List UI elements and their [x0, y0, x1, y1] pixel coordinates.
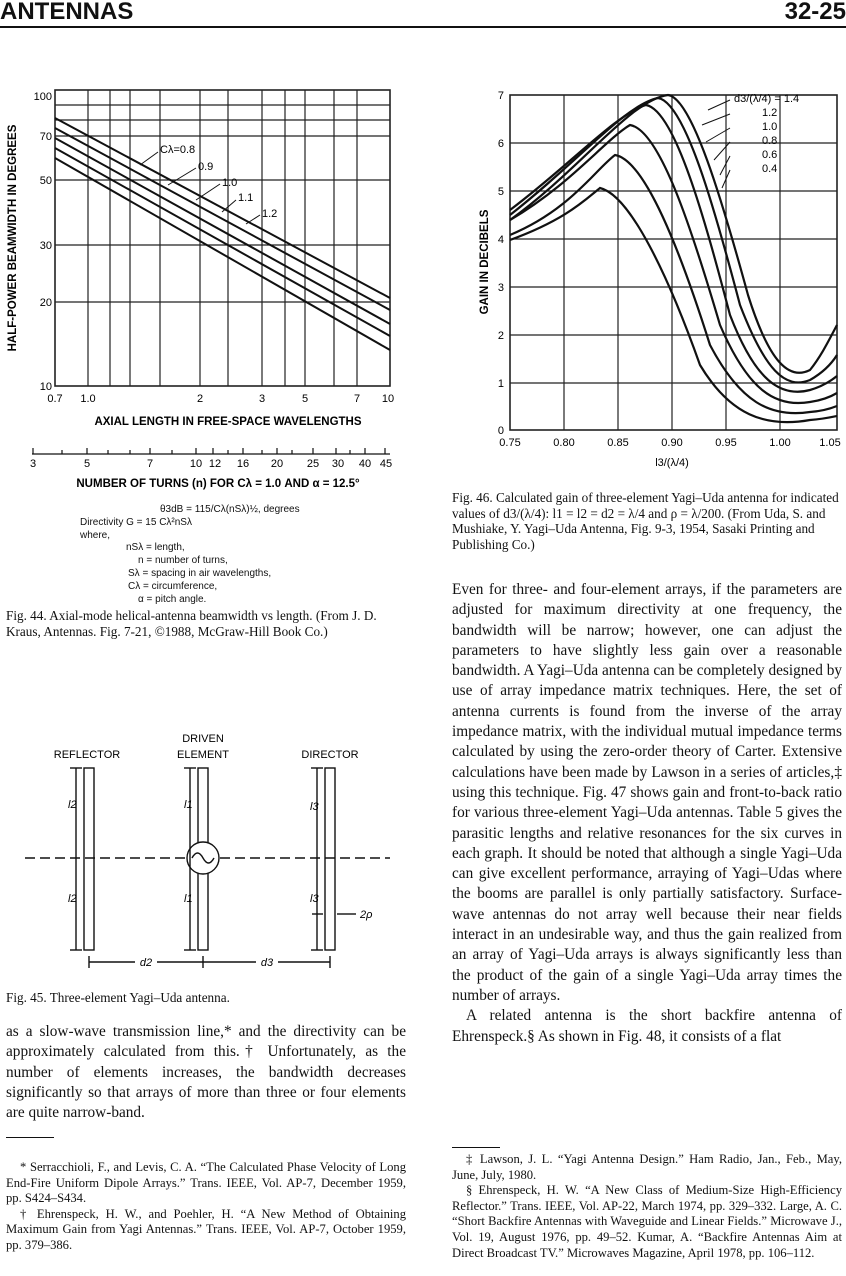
- y-tick: 4: [497, 234, 504, 246]
- curve-label: Cλ=0.8: [160, 144, 196, 156]
- turns-tick: 30: [331, 458, 345, 470]
- turns-tick: 25: [306, 458, 320, 470]
- turns-tick: 40: [358, 458, 372, 470]
- y-tick: 50: [39, 175, 52, 187]
- fig44-formula: [80, 504, 300, 606]
- y-axis-label: HALF-POWER BEAMWIDTH IN DEGREES: [7, 124, 19, 352]
- x-tick: 0.90: [661, 437, 683, 449]
- y-tick: 30: [39, 240, 52, 252]
- x-tick: 1.00: [769, 437, 791, 449]
- formula-def: Sλ = spacing in air wavelengths,: [128, 567, 272, 579]
- element-label: ELEMENT: [177, 749, 229, 761]
- x-tick: 1.05: [819, 437, 841, 449]
- curve-c08: [55, 118, 390, 298]
- x-tick: 2: [196, 393, 204, 405]
- d2-label: d2: [139, 957, 153, 969]
- formula-where: where,: [80, 529, 111, 541]
- legend-entry: 0.4: [762, 163, 778, 175]
- page-number: 32-25: [784, 0, 846, 25]
- director-element: [325, 768, 335, 950]
- l1-label: l1: [184, 799, 193, 811]
- footnote-rule: [452, 1147, 500, 1148]
- paragraph: Even for three- and four-element arrays, if the parameters are adjusted for maximum directivity at one frequency, the bandwidth will be narrow; however, one can adjust the parameters to have slightly less gain over a reasonable bandwidth. A Yagi–Uda antenna can be completely designed by use of array impedance matrix techniques. Here, the set of antenna currents is found from the inverse of the array impedance matrix, with the individual mutual impedance terms calculated by using the zero-order theory of Carter. Extensive calculations have been made by Lawson in a series of articles,‡ using this technique. Fig. 47 shows gain and front-to-back ratio for various three-element Yagi–Uda antennas. Table 5 gives the parasitic lengths and relative resonances for the six curves in each graph. It should be noted that although a single Yagi–Uda can give excellent performance, arraying of Yagi–Udas where the booms are parallel is only partially satisfactory. Surface-wave antennas do not array well because their near fields interact in an undesirable way, and thus the gain realized from an array of Yagi–Uda arrays is always significantly less than the product of the gain of a single Yagi–Uda array times the number of arrays.: [452, 581, 842, 1004]
- curve-label: 0.9: [198, 161, 214, 173]
- turns-tick: 45: [379, 458, 393, 470]
- driven-element-bottom: [198, 868, 208, 950]
- legend-head: d3/(λ/4) = 1.4: [734, 93, 800, 105]
- y-tick: 0: [497, 425, 504, 437]
- turns-tick: 5: [83, 458, 91, 470]
- fig46-chart: [430, 80, 846, 480]
- footnote: ‡ Lawson, J. L. “Yagi Antenna Design.” Ham Radio, Jan., Feb., May, June, July, 1980.: [452, 1152, 842, 1182]
- rho-label: 2ρ: [360, 909, 373, 921]
- curve-d04: [510, 188, 837, 422]
- y-tick: 3: [497, 282, 504, 294]
- formula-directivity: Directivity G = 15 Cλ²nSλ: [80, 516, 192, 528]
- x-tick: 0.75: [499, 437, 521, 449]
- fig46-caption: Fig. 46. Calculated gain of three-element Yagi–Uda antenna for indicated values of d3/(λ/4): l1 = l2 = d2 = λ/4 and ρ = λ/200. (From Uda, S. and Mushiake, Y. Yagi–Uda Antenna, Fig. 9-3, 1954, Sasaki Printing and Publishing Co.): [452, 490, 839, 552]
- fig44-caption: Fig. 44. Axial-mode helical-antenna beamwidth vs length. (From J. D. Kraus, Antennas. Fig. 7-21, ©1988, McGraw-Hill Book Co.): [6, 608, 377, 639]
- turns-tick: 3: [29, 458, 37, 470]
- l1-label: l1: [184, 893, 193, 905]
- curve-d10: [510, 105, 837, 392]
- turns-tick: 20: [270, 458, 284, 470]
- x-tick: 1.0: [80, 393, 96, 405]
- formula-def: nSλ = length,: [126, 542, 185, 554]
- formula-def: Cλ = circumference,: [128, 580, 218, 592]
- curve-c10: [55, 138, 390, 324]
- turns-tick: 7: [146, 458, 154, 470]
- x-tick: 0.7: [47, 393, 63, 405]
- legend-entry: 0.6: [762, 149, 778, 161]
- footnote: † Ehrenspeck, H. W., and Poehler, H. “A New Method of Obtaining Maximum Gain from Yagi Antennas.” Trans. IEEE, Vol. AP-7, October 1959, pp. 379–386.: [6, 1206, 406, 1252]
- legend-entry: 1.0: [762, 121, 778, 133]
- legend-entry: 1.2: [762, 107, 778, 119]
- curve-label: 1.0: [222, 177, 238, 189]
- x-tick: 5: [301, 393, 309, 405]
- fig44-curves: [55, 118, 390, 350]
- header-rule: [0, 26, 846, 28]
- x-tick: 0.80: [553, 437, 575, 449]
- x-tick: 0.85: [607, 437, 629, 449]
- formula-def: α = pitch angle.: [138, 593, 207, 605]
- legend-entry: 0.8: [762, 135, 778, 147]
- fig46-curves: [510, 95, 837, 422]
- y-tick: 10: [39, 381, 52, 393]
- curve-label: 1.1: [238, 192, 254, 204]
- right-body-text: [452, 580, 842, 1047]
- x-tick: 10: [381, 393, 395, 405]
- x-tick: 0.95: [715, 437, 737, 449]
- turns-tick: 12: [208, 458, 222, 470]
- turns-label: NUMBER OF TURNS (n) FOR Cλ = 1.0 AND α = 12.5°: [76, 478, 360, 490]
- turns-tick: 16: [236, 458, 250, 470]
- y-tick: 6: [497, 138, 504, 150]
- l2-label: l2: [68, 799, 77, 811]
- curve-d06: [510, 155, 837, 413]
- footnote-rule: [6, 1137, 54, 1138]
- fig45-caption: Fig. 45. Three-element Yagi–Uda antenna.: [6, 990, 230, 1005]
- y-tick: 1: [497, 378, 504, 390]
- fig44-chart: [0, 80, 420, 505]
- reflector-label: REFLECTOR: [53, 749, 121, 761]
- curve-label: 1.2: [262, 208, 278, 220]
- formula-def: n = number of turns,: [138, 555, 228, 567]
- y-tick: 7: [497, 90, 504, 102]
- y-tick: 20: [39, 297, 52, 309]
- x-axis-label: l3/(λ/4): [655, 457, 689, 469]
- reflector-element: [84, 768, 94, 950]
- running-header-left: ANTENNAS: [0, 0, 134, 25]
- curve-c09: [55, 128, 390, 310]
- x-tick: 3: [258, 393, 266, 405]
- driven-element-top: [198, 768, 208, 848]
- paragraph: A related antenna is the short backfire antenna of Ehrenspeck.§ As shown in Fig. 48, it consists of a flat: [452, 1007, 842, 1045]
- y-tick: 70: [39, 131, 52, 143]
- driven-label: DRIVEN: [182, 733, 224, 745]
- director-label: DIRECTOR: [301, 749, 359, 761]
- y-axis-label: GAIN IN DECIBELS: [479, 209, 491, 315]
- turns-tick: 10: [189, 458, 203, 470]
- y-tick: 100: [33, 91, 52, 103]
- fig44-grid: [55, 90, 390, 386]
- fig45-diagram: [20, 730, 400, 990]
- y-tick: 2: [497, 330, 504, 342]
- footnote: § Ehrenspeck, H. W. “A New Class of Medium-Size High-Efficiency Reflector.” Trans. IEEE, Vol. AP-22, March 1974, pp. 329–332. Large, A. C. “Short Backfire Antennas with Waveguide and Linear Fields.” Microwave J., Vol. 19, August 1976, pp. 49–52. Kumar, A. “Backfire Antennas Aim at Direct Broadcast TV.” Microwaves Magazine, April 1978, pp. 106–112.: [452, 1183, 842, 1260]
- l3-label: l3: [310, 801, 319, 813]
- left-body-text: as a slow-wave transmission line,* and the directivity can be approximately calculated from this.† Unfortunately, as the number of elements increases, the bandwidth decreases significantly so that arrays of more than three or four elements are quite narrow-band.: [6, 1023, 406, 1122]
- formula-beamwidth: θ3dB = 115/Cλ(nSλ)½, degrees: [160, 504, 300, 515]
- right-footnotes: [452, 1152, 842, 1261]
- l3-label: l3: [310, 893, 319, 905]
- x-axis-label: AXIAL LENGTH IN FREE-SPACE WAVELENGTHS: [94, 416, 362, 428]
- x-tick: 7: [353, 393, 361, 405]
- l2-label: l2: [68, 893, 77, 905]
- left-footnotes: [6, 1160, 406, 1254]
- d3-label: d3: [260, 957, 274, 969]
- footnote: * Serracchioli, F., and Levis, C. A. “The Calculated Phase Velocity of Long End-Fire Uniform Dipole Arrays.” Trans. IEEE, Vol. AP-7, December 1959, pp. S424–S434.: [6, 1160, 406, 1206]
- y-tick: 5: [497, 186, 504, 198]
- curve-d08: [510, 125, 837, 403]
